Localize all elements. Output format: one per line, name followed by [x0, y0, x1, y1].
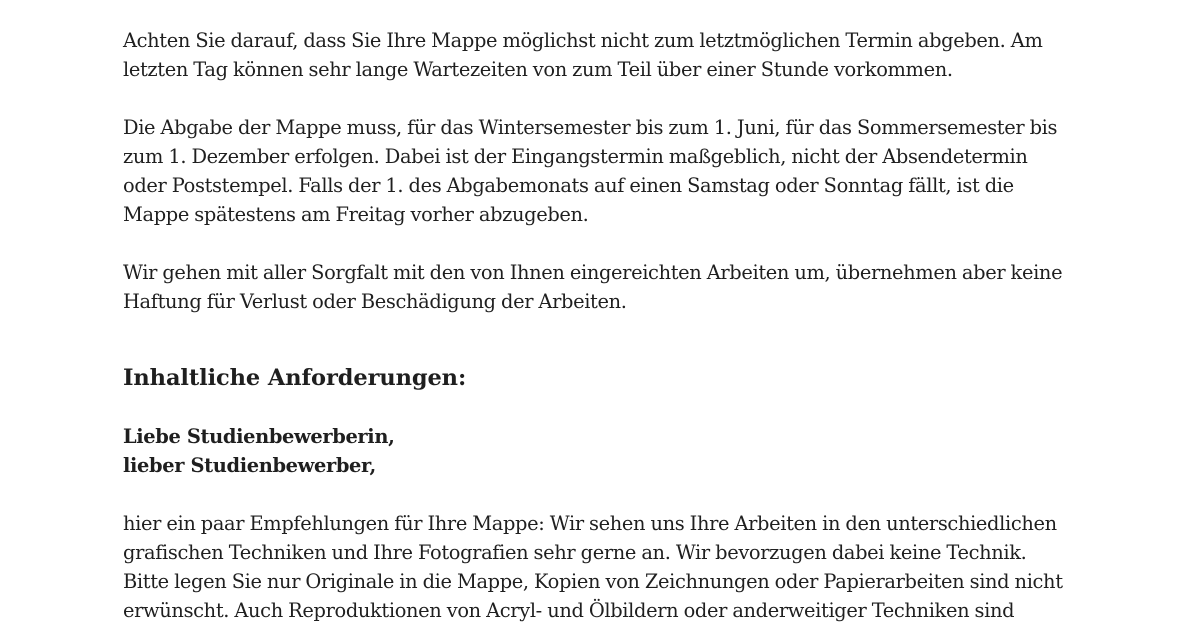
salutation-line-1: Liebe Studienbewerberin,: [123, 425, 395, 448]
salutation: [123, 422, 1073, 480]
paragraph-recommendations: hier ein paar Empfehlungen für Ihre Mappe: Wir sehen uns Ihre Arbeiten in den unterschiedlichen grafischen Techniken und Ihre Fotografien sehr gerne an. Wir bevorzugen dabei keine Technik. Bitte legen Sie nur Originale in die Mappe, Kopien von Zeichnungen oder Papierarbeiten sind nicht erwünscht. Auch Reproduktionen von Acryl- und Ölbildern oder anderweitiger Techniken sind: [123, 512, 1063, 622]
document-content: [123, 26, 1073, 625]
paragraph-deadline-advice: Achten Sie darauf, dass Sie Ihre Mappe möglichst nicht zum letztmöglichen Termin abgeben. Am letzten Tag können sehr lange Wartezeiten von zum Teil über einer Stunde vorkommen.: [123, 29, 1043, 81]
section-heading: Inhaltliche Anforderungen:: [123, 365, 467, 391]
salutation-line-2: lieber Studienbewerber,: [123, 454, 376, 477]
paragraph-submission-dates: Die Abgabe der Mappe muss, für das Wintersemester bis zum 1. Juni, für das Sommersemester bis zum 1. Dezember erfolgen. Dabei ist der Eingangstermin maßgeblich, nicht der Absendetermin oder Poststempel. Falls der 1. des Abgabemonats auf einen Samstag oder Sonntag fällt, ist die Mappe spätestens am Freitag vorher abzugeben.: [123, 116, 1058, 226]
paragraph-liability: Wir gehen mit aller Sorgfalt mit den von Ihnen eingereichten Arbeiten um, übernehmen aber keine Haftung für Verlust oder Beschädigung der Arbeiten.: [123, 261, 1063, 313]
